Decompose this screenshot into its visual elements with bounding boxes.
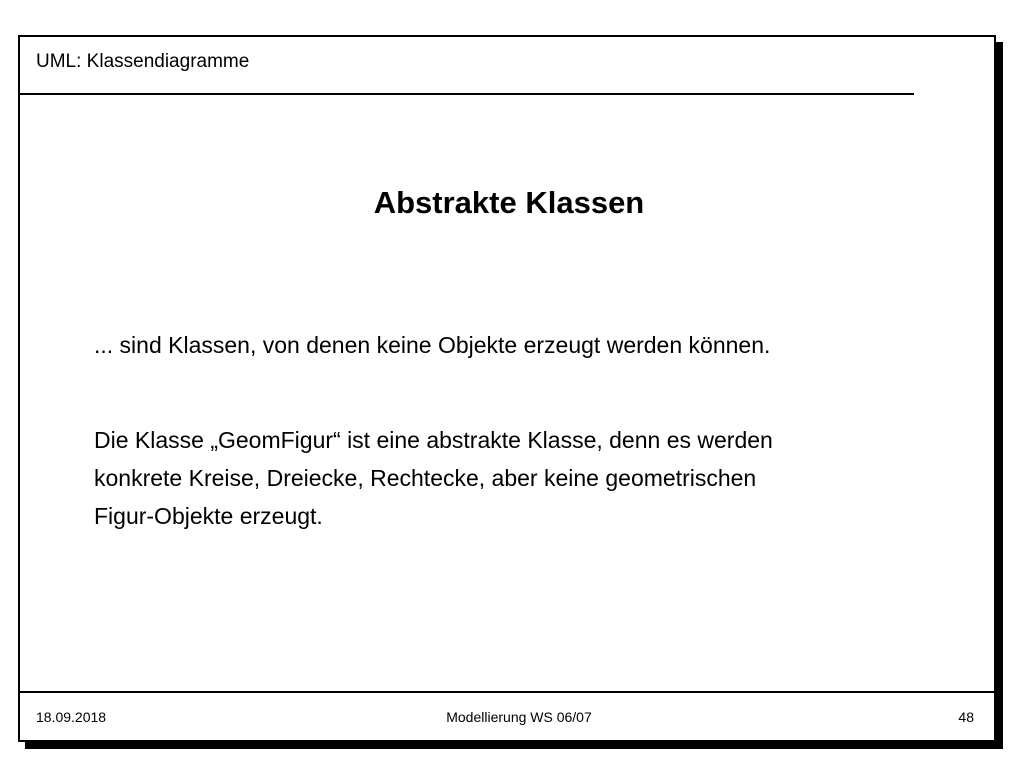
footer-date: 18.09.2018 xyxy=(36,709,107,725)
example-line: Die Klasse „GeomFigur“ ist eine abstrakte Klasse, denn es werden xyxy=(94,427,773,453)
example-line: Figur-Objekte erzeugt. xyxy=(94,503,323,529)
footer-course-title: Modellierung WS 06/07 xyxy=(446,709,592,725)
footer-divider xyxy=(20,691,994,693)
header-divider xyxy=(20,93,914,95)
footer-page-number: 48 xyxy=(958,709,974,725)
slide-frame xyxy=(18,35,996,742)
example-paragraph xyxy=(94,421,954,535)
definition-paragraph: ... sind Klassen, von denen keine Objekte erzeugt werden können. xyxy=(94,332,771,358)
example-line: konkrete Kreise, Dreiecke, Rechtecke, aber keine geometrischen xyxy=(94,465,757,491)
slide-heading: Abstrakte Klassen xyxy=(373,185,645,220)
header-title: UML: Klassendiagramme xyxy=(36,51,250,72)
